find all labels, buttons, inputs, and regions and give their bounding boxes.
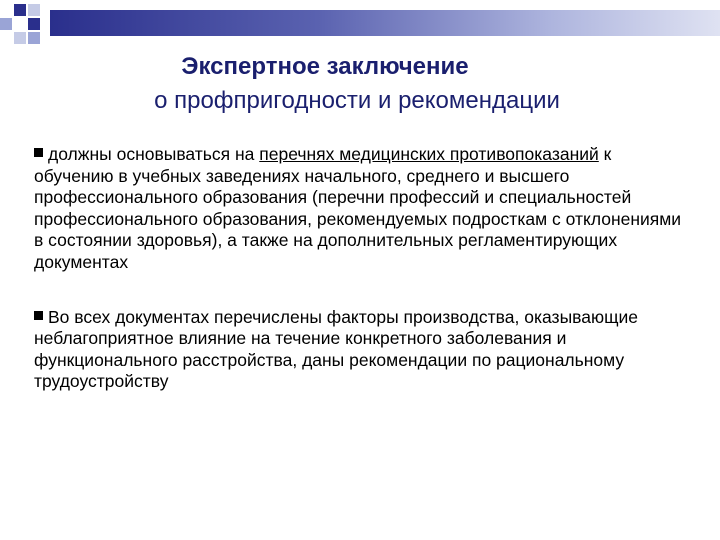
bullet-text: к обучению в учебных заведениях начального, среднего и высшего профессионального образования (перечни профессий и специальностей профессионального образования, рекомендуемых подросткам с отклонениями в состоянии здоровья), а также на дополнительных регламентирующих документах xyxy=(34,144,682,272)
bullet-text: Во всех документах перечислены факторы производства, оказывающие неблагоприятное влияние на течение конкретного заболевания и функционального расстройства, даны рекомендации по рациональному трудоустройству xyxy=(34,306,639,392)
bullet-text: должны основываться на xyxy=(48,144,260,164)
header-gradient-bar xyxy=(50,10,720,36)
title-line-2: о профпригодности и рекомендации xyxy=(154,87,560,114)
slide-body xyxy=(34,144,684,393)
decor-square xyxy=(14,4,26,16)
decor-square xyxy=(28,18,40,30)
title-line-1: Экспертное заключение xyxy=(181,53,469,80)
decor-square xyxy=(14,32,26,44)
decor-square xyxy=(28,4,40,16)
hyperlink[interactable]: перечнях медицинских противопоказаний xyxy=(259,144,599,164)
bullet-paragraph xyxy=(34,307,684,393)
slide-title xyxy=(0,50,720,118)
bullet-paragraph xyxy=(34,144,684,274)
decor-square xyxy=(28,32,40,44)
square-bullet-icon xyxy=(34,311,43,320)
decor-square xyxy=(0,18,12,30)
square-bullet-icon xyxy=(34,148,43,157)
